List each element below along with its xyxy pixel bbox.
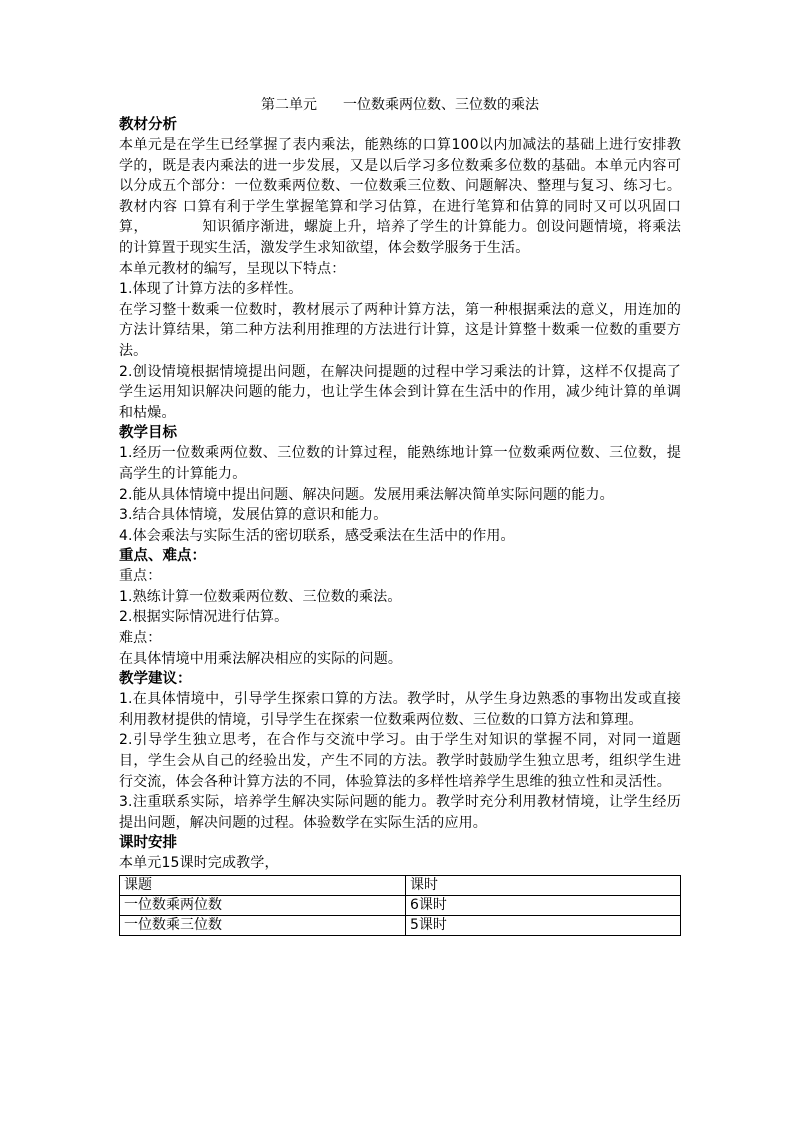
heading-keypoints: 重点、难点： <box>119 548 206 565</box>
analysis-feature-2: 2.创设情境根据情境提出问题，在解决问提题的过程中学习乘法的计算，这样不仅提高了学生运用知识解决问题的能力，也让学生体会到计算在生活中的作用，减少纯计算的单调和枯燥。 <box>119 363 681 421</box>
analysis-feature-1: 1.体现了计算方法的多样性。 <box>119 281 303 298</box>
table-header-cell: 课时 <box>406 876 681 896</box>
document-page <box>119 96 681 936</box>
document-title <box>119 96 681 115</box>
table-header-cell: 课题 <box>120 876 406 896</box>
key-item: 2.根据实际情况进行估算。 <box>119 609 289 626</box>
heading-advice: 教学建议： <box>119 671 192 688</box>
difficulty-label: 难点： <box>119 630 162 647</box>
difficulty-text: 在具体情境中用乘法解决相应的实际的问题。 <box>119 650 402 667</box>
heading-analysis: 教材分析 <box>119 117 177 133</box>
goal-item: 4.体会乘法与实际生活的密切联系，感受乘法在生活中的作用。 <box>119 527 515 544</box>
table-row <box>120 916 681 936</box>
schedule-intro: 本单元15课时完成教学， <box>119 855 279 872</box>
analysis-feature-1-detail: 在学习整十数乘一位数时，教材展示了两种计算方法，第一种根据乘法的意义，用连加的方法计算结果，第二种方法利用推理的方法进行计算，这是计算整十数乘一位数的重要方法。 <box>119 301 681 359</box>
goal-item: 2.能从具体情境中提出问题、解决问题。发展用乘法解决简单实际问题的能力。 <box>119 486 614 503</box>
goal-item: 3.结合具体情境，发展估算的意识和能力。 <box>119 507 388 524</box>
advice-item: 3.注重联系实际，培养学生解决实际问题的能力。教学时充分利用教材情境，让学生经历提出问题，解决问题的过程。体验数学在实际生活的应用。 <box>119 794 681 831</box>
goal-item: 1.经历一位数乘两位数、三位数的计算过程，能熟练地计算一位数乘两位数、三位数，提高学生的计算能力。 <box>119 445 681 482</box>
table-cell: 一位数乘两位数 <box>120 896 406 916</box>
heading-schedule: 课时安排 <box>119 835 177 852</box>
advice-item: 1.在具体情境中，引导学生探索口算的方法。教学时，从学生身边熟悉的事物出发或直接利用教材提供的情境，引导学生在探索一位数乘两位数、三位数的口算方法和算理。 <box>119 691 681 728</box>
table-row <box>120 896 681 916</box>
analysis-text-b: 知识循序渐进，螺旋上升，培养了学生的计算能力。创设问题情境，将乘法的计算置于现实生活，激发学生求知欲望，体会数学服务于生活。 <box>119 219 681 256</box>
table-header-row <box>120 876 681 896</box>
title-topic: 一位数乘两位数、三位数的乘法 <box>343 97 539 113</box>
heading-goals: 教学目标 <box>119 425 177 442</box>
table-cell: 6课时 <box>406 896 681 916</box>
analysis-paragraph <box>119 135 681 259</box>
advice-item: 2.引导学生独立思考，在合作与交流中学习。由于学生对知识的掌握不同，对同一道题目，学生会从自己的经验出发，产生不同的方法。教学时鼓励学生独立思考，组织学生进行交流，体会各种计算方法的不同，体验算法的多样性培养学生思维的独立性和灵活性。 <box>119 732 681 790</box>
key-item: 1.熟练计算一位数乘两位数、三位数的乘法。 <box>119 588 402 605</box>
analysis-features-intro: 本单元教材的编写，呈现以下特点： <box>119 260 346 277</box>
table-cell: 一位数乘三位数 <box>120 916 406 936</box>
title-unit: 第二单元 <box>261 97 317 113</box>
key-label: 重点： <box>119 568 162 585</box>
analysis-text-a: 本单元是在学生已经掌握了表内乘法，能熟练的口算100以内加减法的基础上进行安排教学的，既是表内乘法的进一步发展，又是以后学习多位数乘多位数的基础。本单元内容可以分成五个部分：一位数乘两位数、一位数乘三位数、问题解决、整理与复习、练习七。教材内容 口算有利于学生掌握笔算和学习估算，在进行笔算和估算的同时又可以巩固口算， <box>119 137 681 236</box>
table-cell: 5课时 <box>406 916 681 936</box>
schedule-table <box>119 875 681 936</box>
